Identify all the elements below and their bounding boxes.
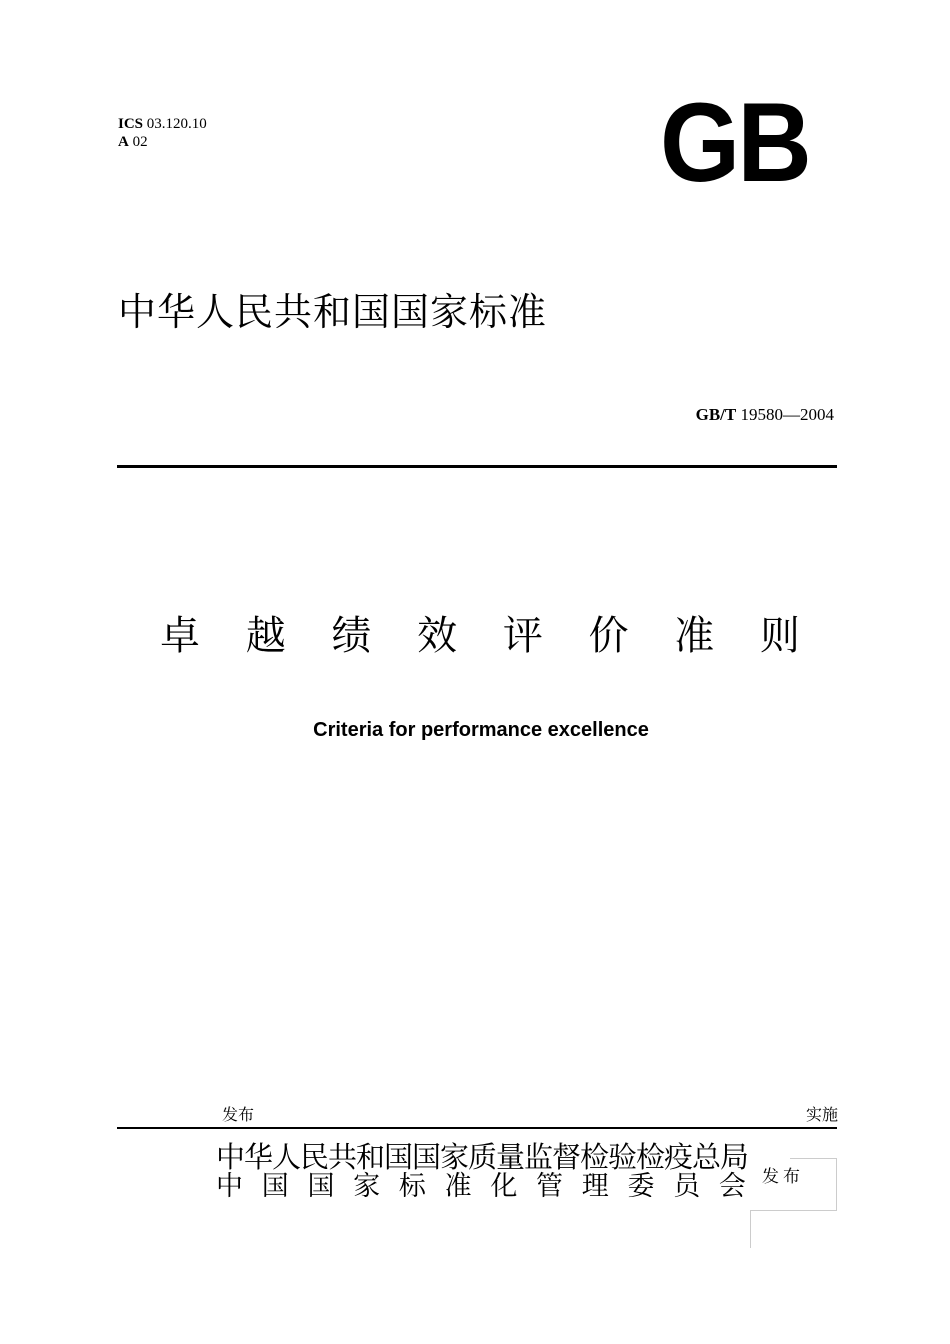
national-standard-title: 中华人民共和国国家标准 (118, 290, 548, 334)
issuer-char: 管 (536, 1171, 564, 1202)
english-title: Criteria for performance excellence (313, 719, 649, 741)
classification-codes (118, 115, 207, 151)
issuer-char: 国 (261, 1171, 289, 1202)
issuer-char: 家 (353, 1171, 381, 1202)
standard-number-value: 19580—2004 (740, 405, 834, 424)
title-char: 评 (502, 613, 543, 659)
ccs-code: 02 (132, 134, 148, 150)
standard-number-prefix: GB/T (695, 405, 737, 424)
frame-line (836, 1158, 837, 1210)
ccs-label: A (118, 134, 129, 150)
issue-date-label: 发布 (222, 1105, 255, 1124)
issuer-char: 会 (718, 1171, 746, 1202)
frame-line (750, 1210, 837, 1211)
title-char: 越 (245, 613, 286, 659)
issuer-char: 理 (581, 1171, 609, 1202)
issuer-aqsiq: 中华人民共和国国家质量监督检验检疫总局 (216, 1140, 749, 1174)
issuer-char: 委 (627, 1171, 655, 1202)
implementation-date-label: 实施 (805, 1105, 838, 1124)
ics-label: ICS (118, 116, 144, 132)
title-char: 卓 (160, 613, 200, 659)
frame-line (790, 1158, 837, 1159)
issuer-char: 员 (673, 1171, 701, 1202)
title-char: 价 (588, 613, 629, 659)
chinese-title (160, 610, 800, 662)
ccs-line (118, 133, 207, 151)
issuer-char: 国 (307, 1171, 335, 1202)
title-char: 则 (759, 613, 800, 659)
frame-line (750, 1210, 751, 1248)
footer-divider (117, 1127, 837, 1129)
issuer-char: 化 (490, 1171, 518, 1202)
ics-line (118, 115, 207, 133)
title-char: 绩 (331, 613, 372, 659)
issuer-char: 中 (216, 1171, 243, 1202)
issuer-char: 标 (398, 1171, 426, 1202)
title-char: 效 (417, 613, 458, 659)
title-char: 准 (674, 613, 715, 659)
issuer-sac (216, 1172, 746, 1202)
issue-word: 发布 (762, 1167, 804, 1187)
issuer-char: 准 (444, 1171, 472, 1202)
ics-code: 03.120.10 (146, 116, 207, 132)
header-divider (117, 465, 837, 468)
gb-logo: GB (660, 80, 810, 205)
standard-number (696, 404, 834, 426)
